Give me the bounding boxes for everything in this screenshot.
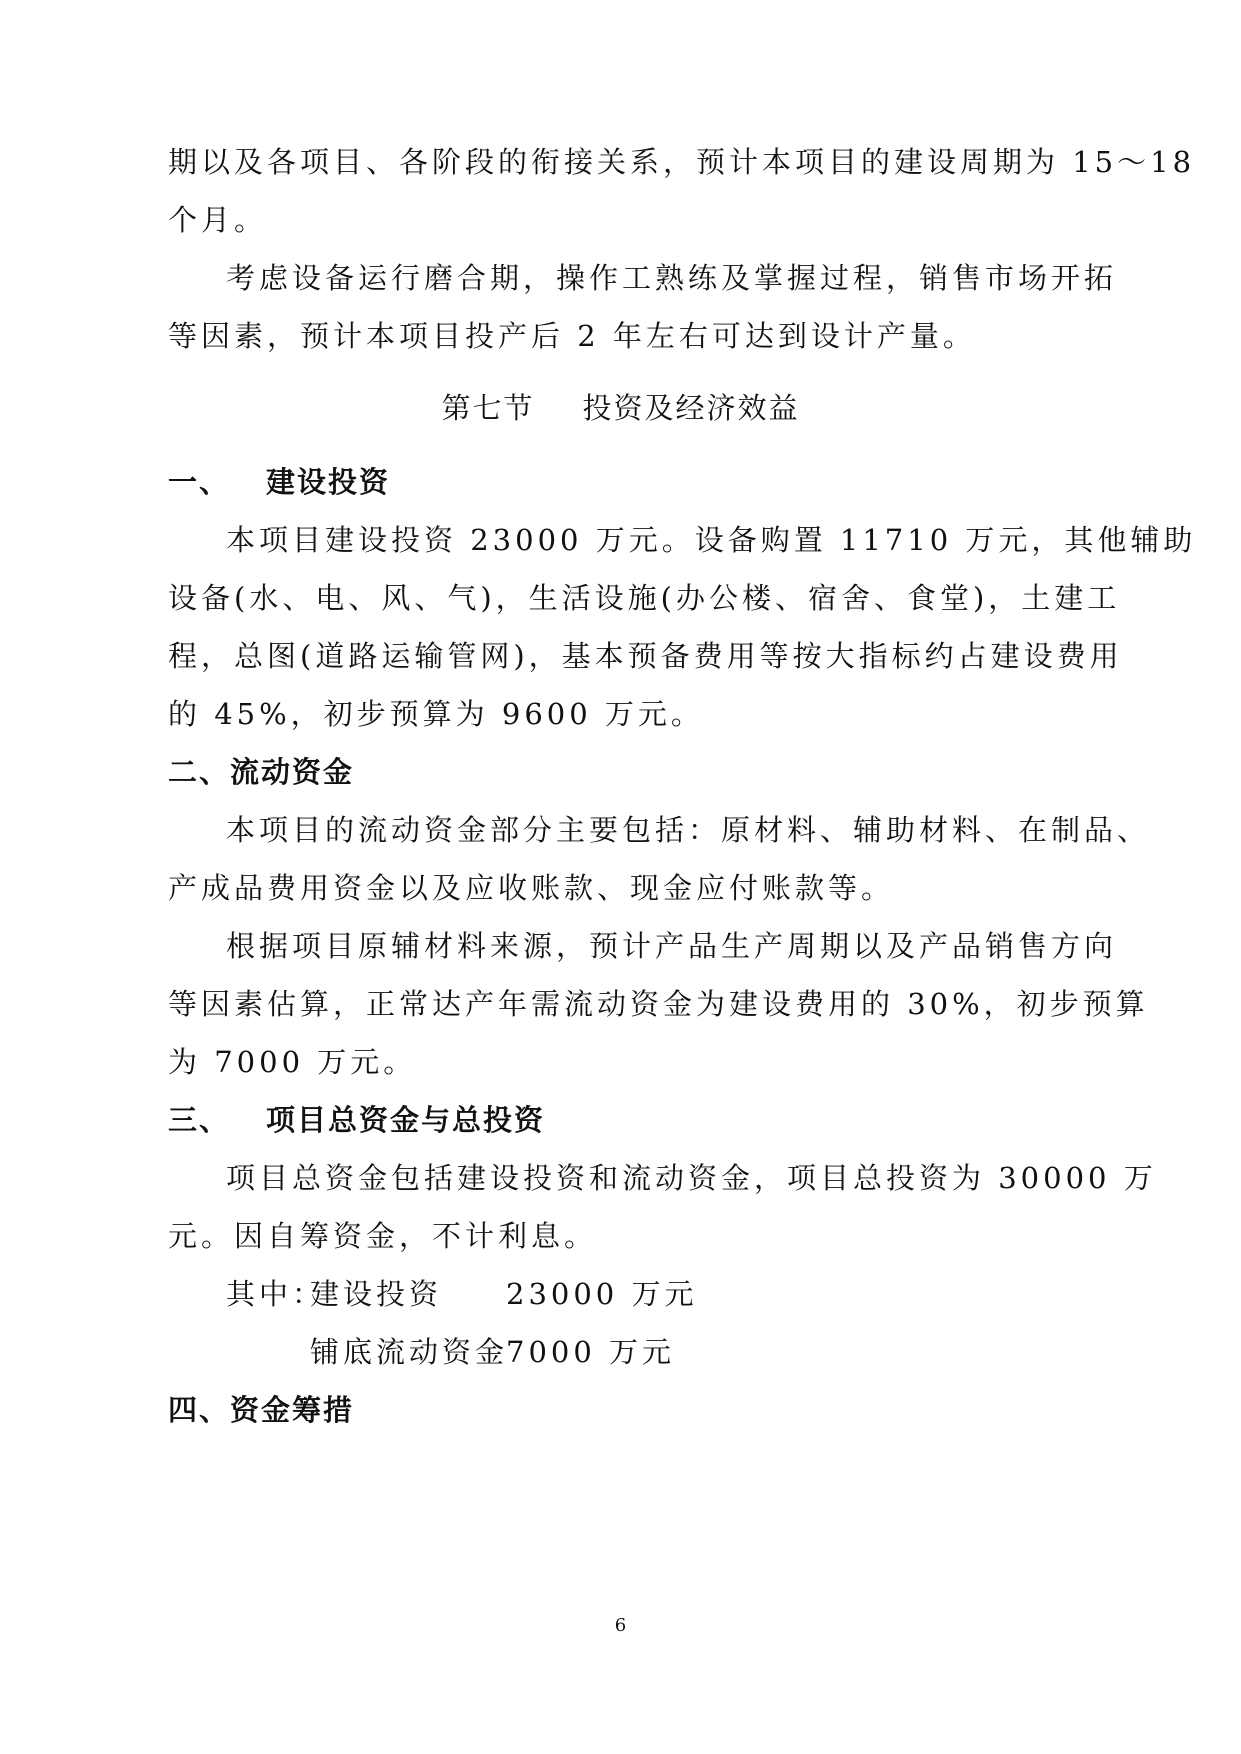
- section-title: [0, 388, 1241, 428]
- heading-fund-raising: 四、资金筹措: [168, 1393, 355, 1427]
- section-number: 第七节: [441, 391, 535, 425]
- total-investment-line-2: 元。因自筹资金，不计利息。: [168, 1219, 598, 1253]
- heading-text: 建设投资: [266, 465, 391, 499]
- breakdown-item-value: 23000 万元: [506, 1277, 698, 1311]
- construction-line-2: 设备(水、电、风、气)，生活设施(办公楼、宿舍、食堂)，土建工: [168, 581, 1121, 615]
- heading-number: 一、: [168, 465, 231, 499]
- heading-text: 项目总资金与总投资: [266, 1103, 546, 1137]
- heading-number: 三、: [168, 1103, 231, 1137]
- working-capital-line-4: 等因素估算，正常达产年需流动资金为建设费用的 30%，初步预算: [168, 987, 1149, 1021]
- total-investment-line-1: 项目总资金包括建设投资和流动资金，项目总投资为 30000 万: [226, 1161, 1157, 1195]
- construction-line-1: 本项目建设投资 23000 万元。设备购置 11710 万元，其他辅助: [226, 523, 1197, 557]
- intro-line-4: 等因素，预计本项目投产后 2 年左右可达到设计产量。: [168, 319, 976, 353]
- working-capital-line-1: 本项目的流动资金部分主要包括：原材料、辅助材料、在制品、: [226, 813, 1151, 847]
- intro-line-1: 期以及各项目、各阶段的衔接关系，预计本项目的建设周期为 15～18: [168, 145, 1196, 179]
- breakdown-item-label: 建设投资: [310, 1277, 443, 1311]
- breakdown-item-value: 7000 万元: [506, 1335, 676, 1369]
- section-name: 投资及经济效益: [582, 391, 800, 425]
- intro-line-2: 个月。: [168, 203, 268, 237]
- heading-total-investment: [168, 1100, 545, 1140]
- breakdown-prefix: 其中：: [226, 1277, 326, 1311]
- construction-line-4: 的 45%，初步预算为 9600 万元。: [168, 697, 704, 731]
- working-capital-line-2: 产成品费用资金以及应收账款、现金应付账款等。: [168, 871, 895, 905]
- breakdown-item-label: 铺底流动资金: [310, 1335, 509, 1369]
- working-capital-line-3: 根据项目原辅材料来源，预计产品生产周期以及产品销售方向: [226, 929, 1118, 963]
- intro-line-3: 考虑设备运行磨合期，操作工熟练及掌握过程，销售市场开拓: [226, 261, 1118, 295]
- heading-construction-investment: [168, 462, 390, 502]
- construction-line-3: 程，总图(道路运输管网)，基本预备费用等按大指标约占建设费用: [168, 639, 1123, 673]
- heading-working-capital: 二、流动资金: [168, 755, 355, 789]
- working-capital-line-5: 为 7000 万元。: [168, 1045, 417, 1079]
- page-number: 6: [614, 1615, 627, 1636]
